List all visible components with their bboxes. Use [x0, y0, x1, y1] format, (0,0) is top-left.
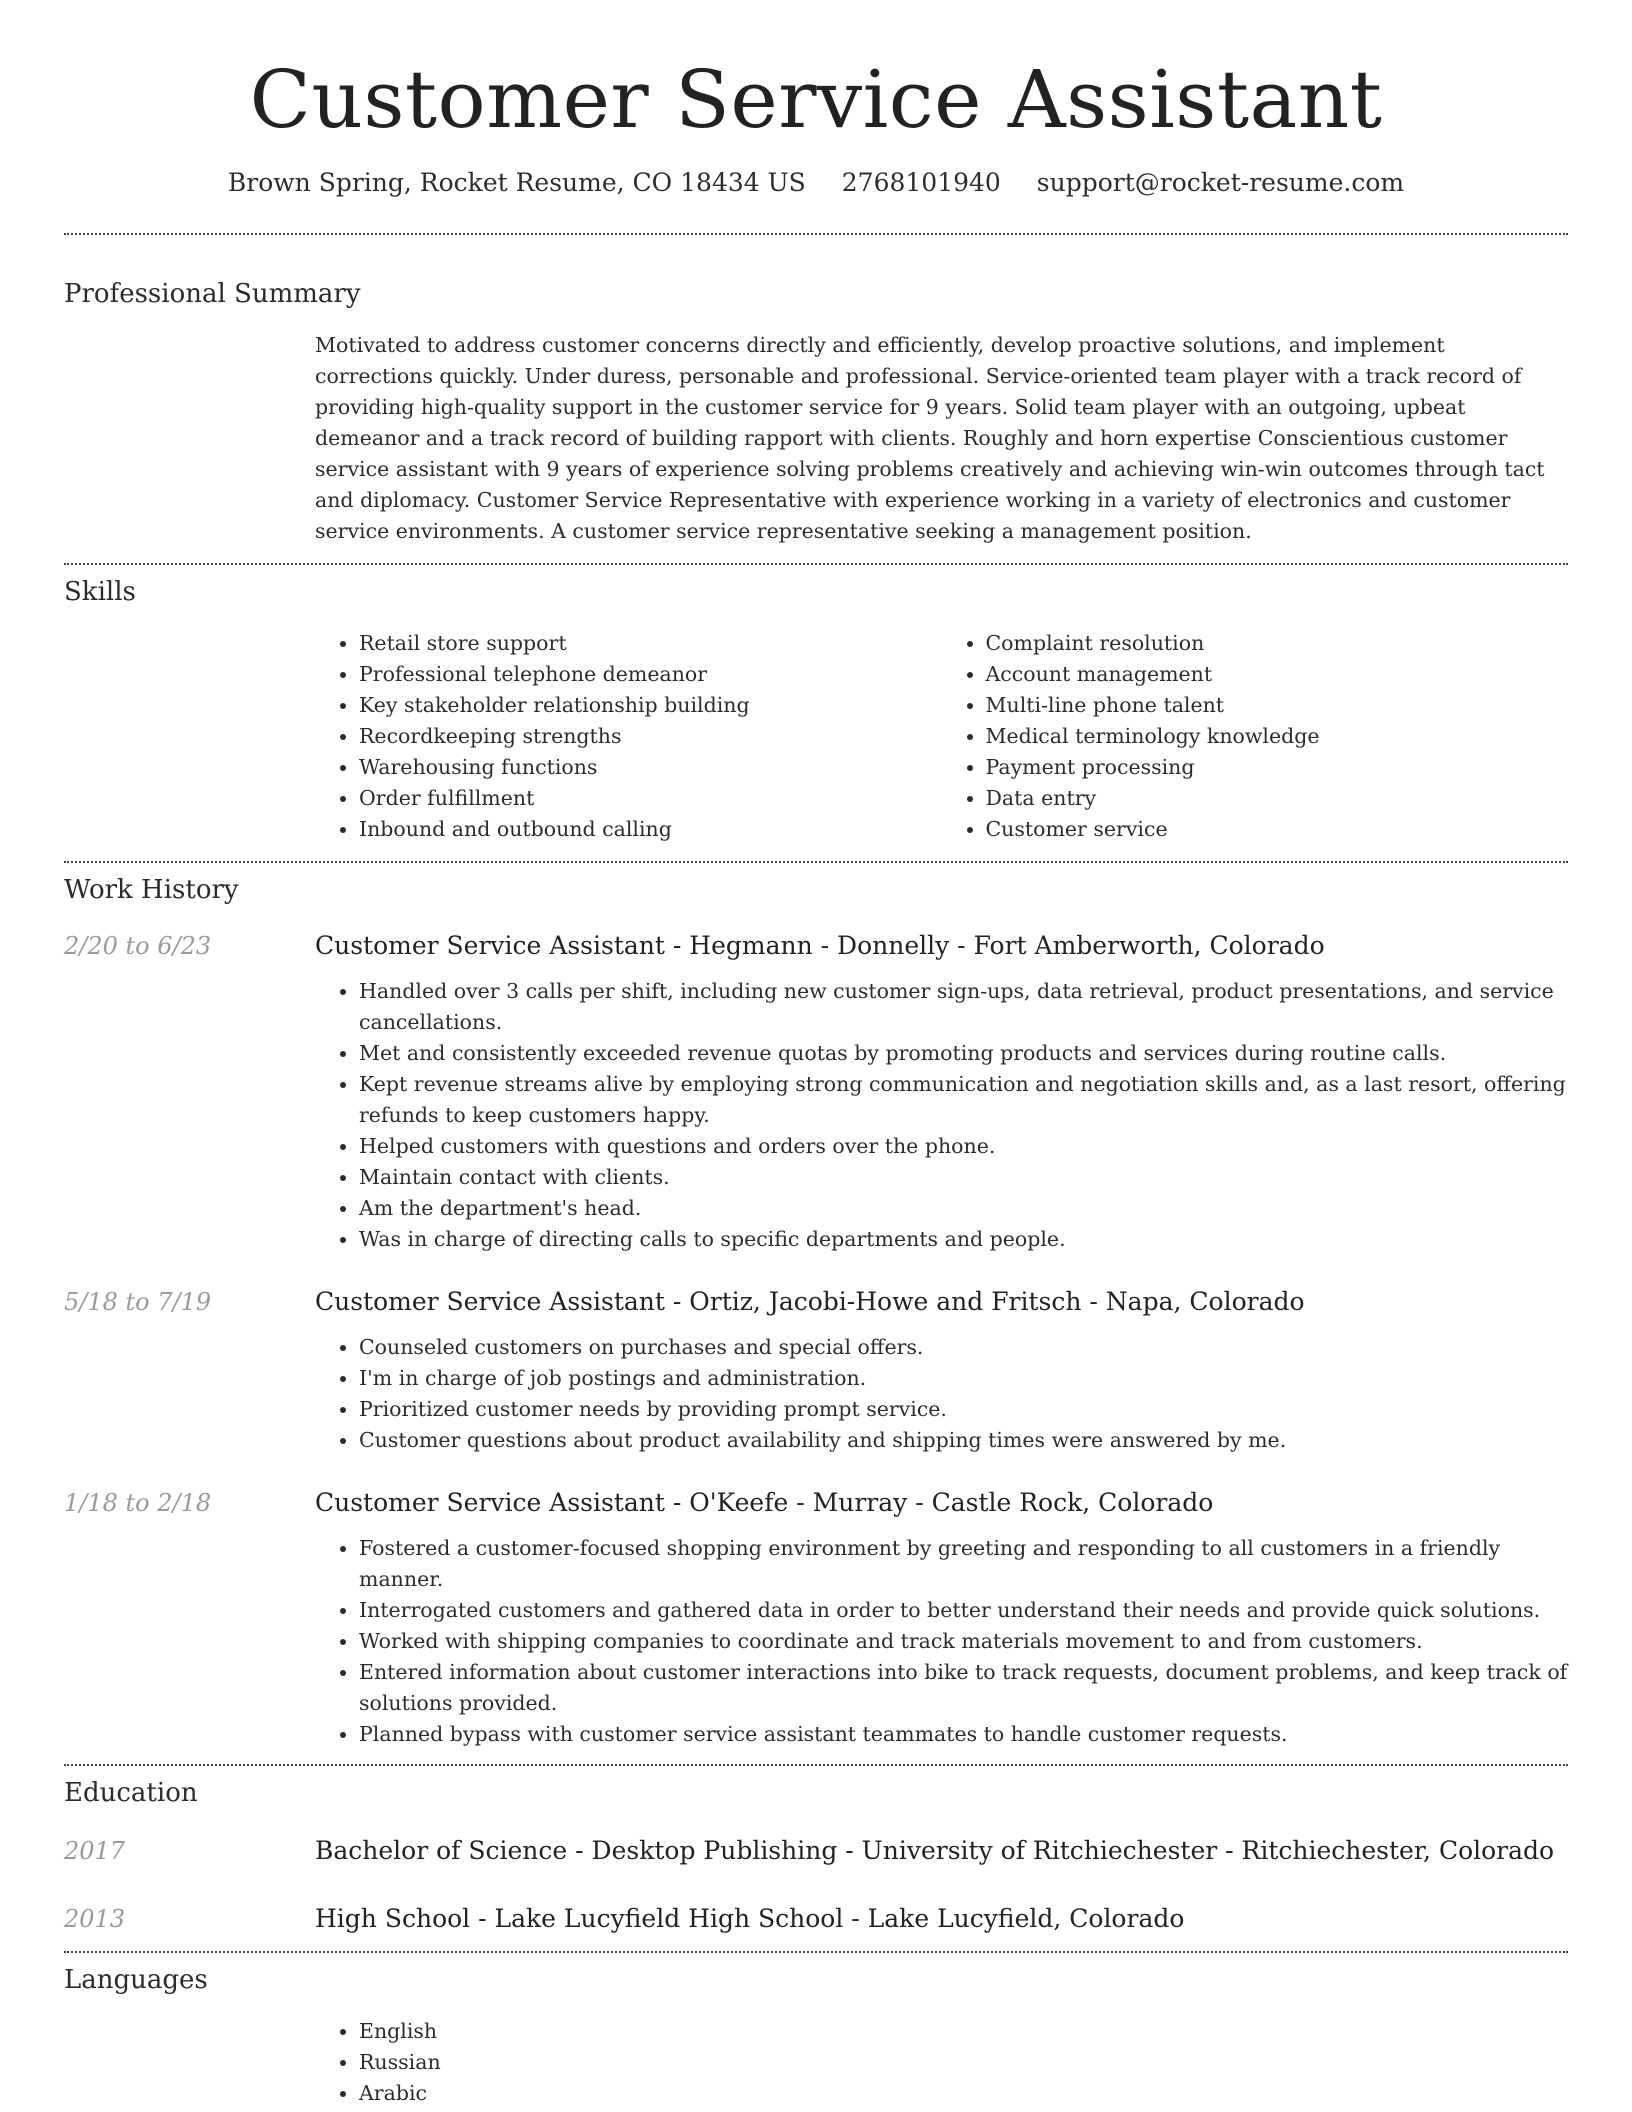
job-bullet: • Met and consistently exceeded revenue quotas by promoting products and services during routine calls. — [359, 1038, 1568, 1069]
skill-item: • Multi-line phone talent — [986, 690, 1569, 721]
job-bullets — [315, 976, 1568, 1255]
summary-divider — [64, 563, 1568, 565]
skill-item: • Inbound and outbound calling — [359, 814, 942, 845]
education-title: Education — [64, 1778, 198, 1808]
skill-item: • Payment processing — [986, 752, 1569, 783]
job-title: Customer Service Assistant - Hegmann - Donnelly - Fort Amberworth, Colorado — [315, 931, 1325, 960]
education-text: Bachelor of Science - Desktop Publishing - University of Ritchiechester - Ritchiechester, Colorado — [315, 1836, 1555, 1865]
job-bullet: • Prioritized customer needs by providing prompt service. — [359, 1394, 1568, 1425]
languages-content — [315, 2016, 1568, 2109]
job-entry — [64, 929, 1568, 1255]
header-divider — [64, 233, 1568, 235]
contact-email: support@rocket-resume.com — [1036, 168, 1405, 197]
job-bullet: • Am the department's head. — [359, 1193, 1568, 1224]
job-dates: 2/20 to 6/23 — [64, 932, 212, 960]
contact-line — [64, 166, 1568, 200]
resume-page — [64, 0, 1568, 2109]
job-bullets — [315, 1332, 1568, 1456]
resume-name: Customer Service Assistant — [249, 53, 1383, 146]
languages-list — [315, 2016, 1568, 2109]
skill-item: • Order fulfillment — [359, 783, 942, 814]
skill-item: • Account management — [986, 659, 1569, 690]
job-bullet: • Planned bypass with customer service assistant teammates to handle customer requests. — [359, 1719, 1568, 1750]
job-title: Customer Service Assistant - Ortiz, Jacobi-Howe and Fritsch - Napa, Colorado — [315, 1287, 1305, 1316]
job-bullets — [315, 1533, 1568, 1750]
work-title: Work History — [64, 875, 239, 905]
job-entry — [64, 1486, 1568, 1750]
contact-address: Brown Spring, Rocket Resume, CO 18434 US — [227, 168, 806, 197]
job-bullet: • Kept revenue streams alive by employing strong communication and negotiation skills and, as a last resort, offering refunds to keep customers happy. — [359, 1069, 1568, 1131]
skill-item: • Retail store support — [359, 628, 942, 659]
job-bullet: • Customer questions about product availability and shipping times were answered by me. — [359, 1425, 1568, 1456]
job-bullet: • Handled over 3 calls per shift, including new customer sign-ups, data retrieval, product presentations, and service cancellations. — [359, 976, 1568, 1038]
language-item: • Russian — [359, 2047, 1568, 2078]
job-details — [315, 1332, 1568, 1456]
skill-item: • Customer service — [986, 814, 1569, 845]
education-text: High School - Lake Lucyfield High School - Lake Lucyfield, Colorado — [315, 1904, 1185, 1933]
education-year: 2013 — [64, 1905, 126, 1933]
education-section — [64, 1776, 1568, 1936]
skill-item: • Professional telephone demeanor — [359, 659, 942, 690]
skill-item: • Key stakeholder relationship building — [359, 690, 942, 721]
job-bullet: • Was in charge of directing calls to specific departments and people. — [359, 1224, 1568, 1255]
job-dates: 1/18 to 2/18 — [64, 1489, 212, 1517]
job-bullet: • Counseled customers on purchases and special offers. — [359, 1332, 1568, 1363]
job-bullet: • Helped customers with questions and orders over the phone. — [359, 1131, 1568, 1162]
education-entry — [64, 1902, 1568, 1936]
job-bullet: • I'm in charge of job postings and administration. — [359, 1363, 1568, 1394]
skills-divider — [64, 861, 1568, 863]
education-divider — [64, 1951, 1568, 1953]
education-entry — [64, 1834, 1568, 1868]
skill-item: • Data entry — [986, 783, 1569, 814]
skill-item: • Medical terminology knowledge — [986, 721, 1569, 752]
skills-section — [64, 575, 1568, 845]
skill-item: • Recordkeeping strengths — [359, 721, 942, 752]
languages-title: Languages — [64, 1965, 208, 1995]
summary-section — [64, 277, 1568, 547]
job-bullet: • Fostered a customer-focused shopping environment by greeting and responding to all customers in a friendly manner. — [359, 1533, 1568, 1595]
job-details — [315, 976, 1568, 1255]
summary-title: Professional Summary — [64, 279, 361, 309]
language-item: • English — [359, 2016, 1568, 2047]
contact-phone: 2768101940 — [841, 168, 1001, 197]
job-entry — [64, 1285, 1568, 1456]
skills-title: Skills — [64, 577, 136, 607]
skills-grid — [315, 628, 1568, 845]
job-bullet: • Worked with shipping companies to coordinate and track materials movement to and from customers. — [359, 1626, 1568, 1657]
skills-list-left — [315, 628, 942, 845]
job-dates: 5/18 to 7/19 — [64, 1288, 212, 1316]
work-section — [64, 873, 1568, 1750]
skill-item: • Complaint resolution — [986, 628, 1569, 659]
language-item: • Arabic — [359, 2078, 1568, 2109]
skill-item: • Warehousing functions — [359, 752, 942, 783]
skills-list-right — [942, 628, 1569, 845]
work-divider — [64, 1764, 1568, 1766]
job-bullet: • Maintain contact with clients. — [359, 1162, 1568, 1193]
languages-section — [64, 1963, 1568, 2109]
education-year: 2017 — [64, 1837, 126, 1865]
summary-content — [315, 330, 1568, 547]
job-bullet: • Entered information about customer interactions into bike to track requests, document problems, and keep track of solutions provided. — [359, 1657, 1568, 1719]
summary-text: Motivated to address customer concerns directly and efficiently, develop proactive solutions, and implement corrections quickly. Under duress, personable and professional. Service-oriented team player with a track record of providing high-quality support in the customer service for 9 years. Solid team player with an outgoing, upbeat demeanor and a track record of building rapport with clients. Roughly and horn expertise Conscientious customer service assistant with 9 years of experience solving problems creatively and achieving win-win outcomes through tact and diplomacy. Customer Service Representative with experience working in a variety of electronics and customer service environments. A customer service representative seeking a management position. — [315, 333, 1545, 543]
job-bullet: • Interrogated customers and gathered data in order to better understand their needs and provide quick solutions. — [359, 1595, 1568, 1626]
job-details — [315, 1533, 1568, 1750]
job-title: Customer Service Assistant - O'Keefe - Murray - Castle Rock, Colorado — [315, 1488, 1214, 1517]
